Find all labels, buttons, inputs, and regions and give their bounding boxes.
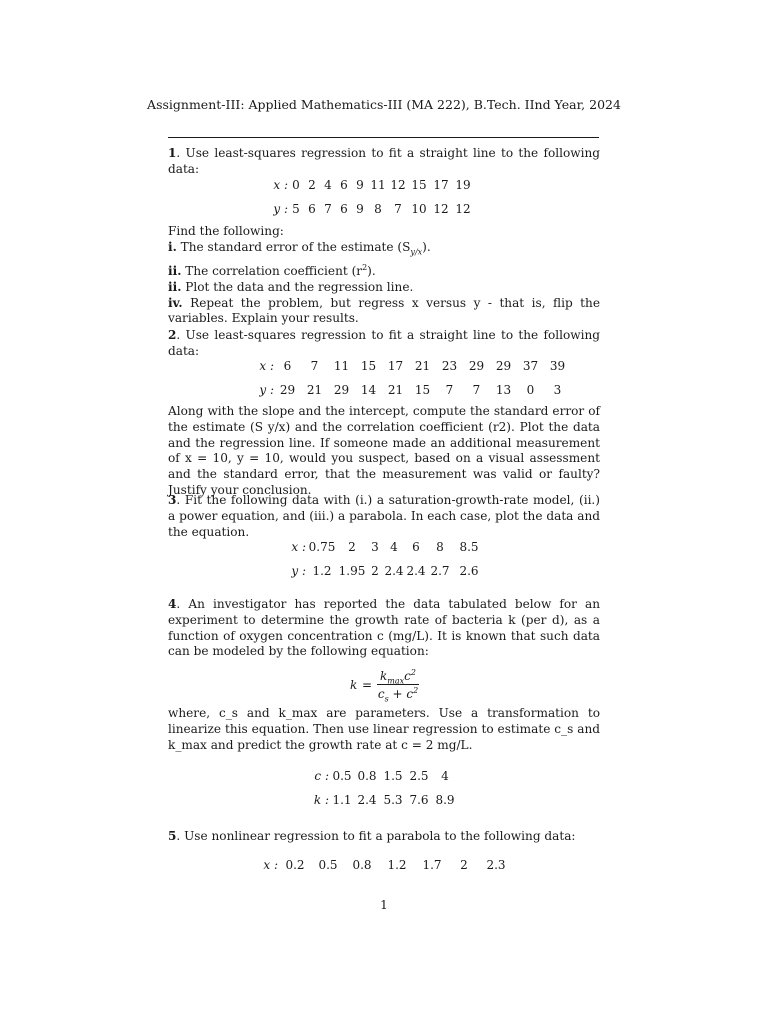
c-row-label: c : — [314, 769, 329, 783]
y-row-cell: 13 — [495, 383, 512, 397]
c-row-cell: 4 — [441, 769, 449, 783]
x-row-cell: 0 — [292, 178, 300, 192]
problem-2-number: 2 — [168, 328, 177, 342]
x-row-cell: 21 — [414, 359, 431, 373]
k-row-cell: 5.3 — [383, 793, 403, 807]
problem-1-questions — [168, 224, 600, 327]
page-header: Assignment-III: Applied Mathematics-III (MA 222), B.Tech. IInd Year, 2024 — [147, 97, 621, 112]
y-row-cell: 2.6 — [459, 564, 479, 578]
c-row-cell: 0.8 — [357, 769, 377, 783]
y-row-cell: 14 — [360, 383, 377, 397]
y-row-cell: 2.4 — [384, 564, 404, 578]
problem-2-body: Along with the slope and the intercept, compute the standard error of the estimate (S y/x) and the correlation coefficient (r2). Plot the data and the regression line. If someone made an additional measurement of x = 10, y = 10, would you suspect, based on a visual assessment and the standard error, that the measurement was valid or faulty? Justify your conclusion. — [168, 404, 600, 497]
x-row-cell: 2 — [460, 858, 468, 872]
y-row-cell: 29 — [333, 383, 350, 397]
problem-1-intro-text: . Use least-squares regression to fit a straight line to the following data: — [168, 146, 600, 176]
y-row-cell: 6 — [308, 202, 316, 216]
y-row-cell: 2.7 — [430, 564, 450, 578]
x-row-cell: 15 — [411, 178, 427, 192]
x-row-cell: 19 — [455, 178, 471, 192]
problem-4-after: where, c_s and k_max are parameters. Use a transformation to linearize this equation. Then use linear regression to estimate c_s and k_max and predict the growth rate at c = 2 mg/L. — [168, 706, 600, 752]
problem-1-item-4: iv. Repeat the problem, but regress x versus y - that is, flip the variables. Explain your results. — [168, 295, 600, 326]
x-row-cell: 4 — [324, 178, 332, 192]
problem-1-item-3: ii. Plot the data and the regression line. — [168, 279, 414, 294]
y-row-label: y : — [291, 564, 306, 578]
y-row-cell: 8 — [374, 202, 382, 216]
y-row — [284, 559, 486, 583]
y-row-cell: 7 — [445, 383, 454, 397]
y-row-cell: 7 — [324, 202, 332, 216]
y-row-cell: 0 — [526, 383, 535, 397]
k-row-cell: 2.4 — [357, 793, 377, 807]
x-row-cell: 0.8 — [352, 858, 372, 872]
problem-3-data-table — [284, 535, 486, 583]
x-row-cell: 7 — [310, 359, 319, 373]
x-row — [284, 535, 486, 559]
x-row-cell: 2 — [348, 540, 356, 554]
y-row-cell: 2.4 — [406, 564, 426, 578]
x-row-cell: 0.5 — [318, 858, 338, 872]
problem-3-body: 3. Fit the following data with (i.) a saturation-growth-rate model, (ii.) a power equation, and (iii.) a parabola. In each case, plot the data and the equation. — [168, 493, 600, 539]
y-row-cell: 10 — [411, 202, 427, 216]
x-row-cell: 37 — [522, 359, 539, 373]
x-row-cell: 6 — [340, 178, 348, 192]
problem-4-number: 4 — [168, 597, 177, 611]
problem-2-intro: 2. Use least-squares regression to fit a straight line to the following data: — [168, 328, 600, 358]
y-row-cell: 21 — [387, 383, 404, 397]
x-row-label: x : — [259, 359, 274, 373]
problem-1-item-2: ii. The correlation coefficient $(r^2)$. — [168, 263, 376, 279]
k-row-cell: 1.1 — [332, 793, 352, 807]
problem-5-number: 5 — [168, 829, 177, 843]
x-row — [262, 173, 474, 197]
x-row-cell: 8.5 — [459, 540, 479, 554]
y-row-cell: 7 — [394, 202, 402, 216]
x-row — [258, 853, 514, 877]
x-row-cell: 1.2 — [387, 858, 407, 872]
problem-4-data-table — [307, 764, 459, 812]
y-row-cell: 1.95 — [338, 564, 366, 578]
k-row-cell: 8.9 — [435, 793, 455, 807]
y-row-cell: 3 — [553, 383, 562, 397]
x-row-label: x : — [263, 858, 278, 872]
x-row-cell: 3 — [371, 540, 379, 554]
x-row-label: x : — [273, 178, 288, 192]
x-row-cell: 6 — [283, 359, 292, 373]
y-row-label: y : — [273, 202, 288, 216]
problem-5-data-table — [258, 853, 514, 877]
problem-1-data-table — [262, 173, 474, 221]
y-row — [262, 197, 474, 221]
problem-2-data-table — [248, 354, 571, 402]
x-row-cell: 15 — [360, 359, 377, 373]
y-row-cell: 21 — [306, 383, 323, 397]
x-row-cell: 0.2 — [285, 858, 305, 872]
c-row-cell: 0.5 — [332, 769, 352, 783]
x-row-cell: 23 — [441, 359, 458, 373]
y-row-cell: 29 — [279, 383, 296, 397]
k-row-cell: 7.6 — [409, 793, 429, 807]
x-row — [248, 354, 571, 378]
problem-5-intro: 5. Use nonlinear regression to fit a parabola to the following data: — [168, 829, 576, 843]
y-row-cell: 6 — [340, 202, 348, 216]
x-row-cell: 29 — [468, 359, 485, 373]
x-row-cell: 11 — [333, 359, 350, 373]
y-row-cell: 2 — [371, 564, 379, 578]
x-row-label: x : — [291, 540, 306, 554]
c-row-cell: 1.5 — [383, 769, 403, 783]
c-row — [307, 764, 459, 788]
x-row-cell: 17 — [387, 359, 404, 373]
x-row-cell: 29 — [495, 359, 512, 373]
k-row — [307, 788, 459, 812]
y-row-cell: 5 — [292, 202, 300, 216]
page-number: 1 — [380, 898, 388, 912]
problem-1-item-1: i. The standard error of the estimate $(S_{y/x})$. — [168, 239, 431, 257]
y-row-cell: 7 — [472, 383, 481, 397]
x-row-cell: 0.75 — [308, 540, 336, 554]
x-row-cell: 6 — [412, 540, 420, 554]
x-row-cell: 1.7 — [422, 858, 442, 872]
x-row-cell: 2 — [308, 178, 316, 192]
problem-3-number: 3 — [168, 493, 177, 507]
k-row-label: k : — [313, 793, 329, 807]
y-row-cell: 9 — [356, 202, 364, 216]
y-row — [248, 378, 571, 402]
y-row-cell: 15 — [414, 383, 431, 397]
problem-4-body: 4. An investigator has reported the data tabulated below for an experiment to determine the growth rate of bacteria k (per d), as a function of oxygen concentration c (mg/L). It is known that such data can be modeled by the following equation: — [168, 597, 600, 659]
x-row-cell: 4 — [390, 540, 398, 554]
problem-1-number: 1 — [168, 146, 177, 160]
x-row-cell: 17 — [433, 178, 449, 192]
x-row-cell: 9 — [356, 178, 364, 192]
header-rule — [168, 137, 599, 138]
x-row-cell: 11 — [370, 178, 386, 192]
c-row-cell: 2.5 — [409, 769, 429, 783]
y-row-label: y : — [259, 383, 274, 397]
x-row-cell: 39 — [549, 359, 566, 373]
x-row-cell: 8 — [436, 540, 444, 554]
document-page: Assignment-III: Applied Mathematics-III (MA 222), B.Tech. IInd Year, 2024 1. Use least-squares regression to fit a straight line to the following data: x : 0 2 4 6 9 11 12 15 17 19 y : 5 6 7 6 9 8 7 10 12 12 Find the following: i. The standard error of the estimate $(S_{y/x})$. ii. The correlation coefficient $(r^2)$. ii. Plot the data and the regression line. iv. Repeat the problem, but regress x versus y - that is, flip the variables. Explain your results. 2. Use least-squares regression to fit a straight line to the following data: x : 6 7 11 15 17 21 23 29 29 37 39 y : 29 21 29 14 21 15 7 7 13 0 3 Along with the slope and the intercept, compute the standard error of the estimate (S y/x) and the correlation coefficient (r2). Plot the data and the regression line. If someone made an additional measurement of x = 10, y = 10, would you suspect, based on a visual assessment and the standard error, that the measurement was valid or faulty? Justify your conclusion. 3. Fit the following data with (i.) a saturation-growth-rate model, (ii.) a power equation, and (iii.) a parabola. In each case, plot the data and the equation. x : 0.75 2 3 4 6 8 8.5 y : 1.2 1.95 2 2.4 2.4 2.7 2.6 4. An investigator has reported the data tabulated below for an experiment to determine the growth rate of bacteria k (per d), as a function of oxygen concentration c (mg/L). It is known that such data can be modeled by the following equation: k = $k_{max}c^2$ $c_s + c^2$ where, c_s and k_max are parameters. Use a transformation to linearize this equation. Then use linear regression to estimate c_s and k_max and predict the growth rate at c = 2 mg/L. c : 0.5 0.8 1.5 2.5 4 k : 1.1 2.4 5.3 7.6 8.9 5. Use nonlinear regression to fit a parabola to the following data: x : 0.2 0.5 0.8 1.2 1.7 2 2.3 1 — [0, 0, 768, 1024]
y-row-cell: 12 — [455, 202, 471, 216]
y-row-cell: 12 — [433, 202, 449, 216]
x-row-cell: 2.3 — [486, 858, 506, 872]
y-row-cell: 1.2 — [312, 564, 332, 578]
x-row-cell: 12 — [390, 178, 406, 192]
problem-1-find: Find the following: — [168, 224, 284, 238]
